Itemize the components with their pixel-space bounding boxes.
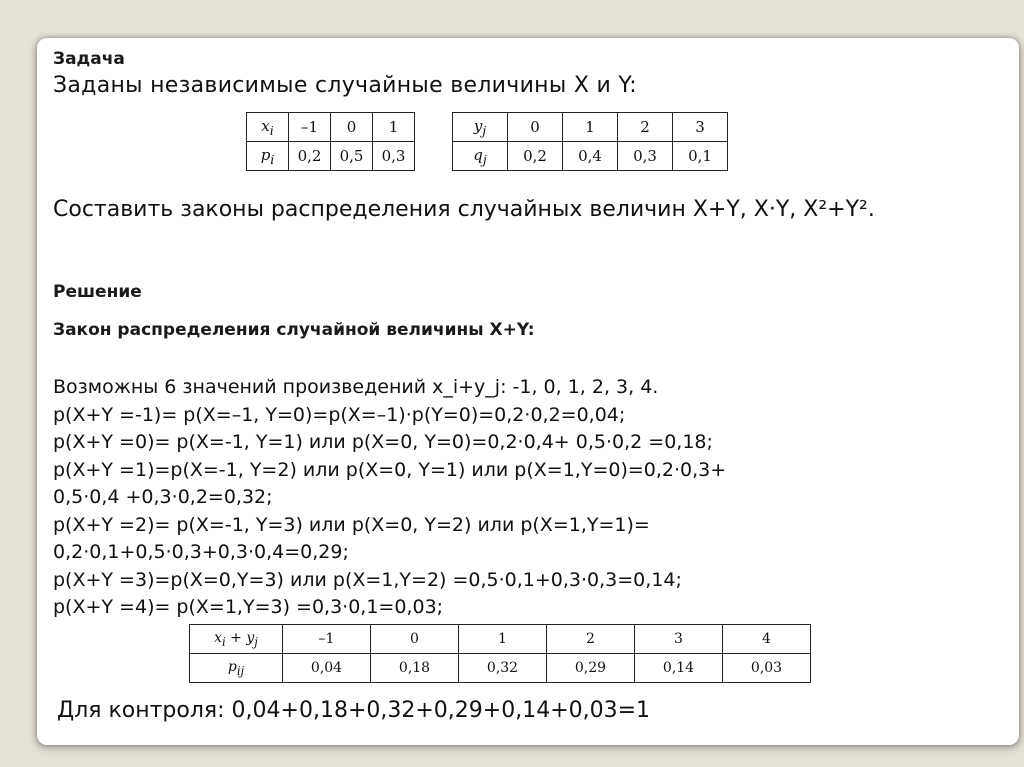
solution-line: Возможны 6 значений произведений x_i+y_j: -1, 0, 1, 2, 3, 4. — [53, 376, 659, 398]
solution-line: 0,2·0,1+0,5·0,3+0,3·0,4=0,29; — [53, 541, 349, 563]
x-distribution-table — [246, 112, 415, 171]
x-value-cell: 0 — [331, 113, 373, 142]
solution-line: p(X+Y =2)= p(X=-1, Y=3) или p(X=0, Y=2) или p(X=1,Y=1)= — [53, 513, 650, 536]
pij-value-cell: 0,18 — [371, 654, 459, 683]
q-header-cell: $q_j$ — [453, 142, 508, 171]
q-value-cell: 0,3 — [618, 142, 673, 171]
table-row — [190, 625, 811, 654]
y-header-cell: $y_j$ — [453, 113, 508, 142]
task-heading: Задача — [53, 49, 125, 69]
table-row — [247, 142, 415, 171]
y-distribution-table — [452, 112, 728, 171]
law-heading: Закон распределения случайной величины X+Y: — [53, 320, 535, 340]
solution-line: p(X+Y =-1)= p(X=–1, Y=0)=p(X=–1)·p(Y=0)=0,2·0,2=0,04; — [53, 403, 626, 426]
x-header-cell: $x_i$ — [247, 113, 289, 142]
pij-value-cell: 0,03 — [723, 654, 811, 683]
solution-heading: Решение — [53, 282, 142, 302]
sum-value-cell: –1 — [283, 625, 371, 654]
q-value-cell: 0,1 — [673, 142, 728, 171]
sum-value-cell: 1 — [459, 625, 547, 654]
sum-value-cell: 2 — [547, 625, 635, 654]
solution-lines — [53, 374, 726, 622]
pij-value-cell: 0,32 — [459, 654, 547, 683]
table-row — [453, 113, 728, 142]
solution-line: p(X+Y =3)=p(X=0,Y=3) или p(X=1,Y=2) =0,5·0,1+0,3·0,3=0,14; — [53, 568, 682, 591]
y-value-cell: 3 — [673, 113, 728, 142]
slide — [37, 38, 1019, 745]
sum-value-cell: 3 — [635, 625, 723, 654]
table-row — [453, 142, 728, 171]
y-value-cell: 0 — [508, 113, 563, 142]
table-row — [247, 113, 415, 142]
q-value-cell: 0,4 — [563, 142, 618, 171]
solution-line: p(X+Y =4)= p(X=1,Y=3) =0,3·0,1=0,03; — [53, 596, 444, 618]
sum-header-cell: $x_i + y_j$ — [190, 625, 283, 654]
p-value-cell: 0,3 — [373, 142, 415, 171]
p-header-cell: $p_i$ — [247, 142, 289, 171]
q-value-cell: 0,2 — [508, 142, 563, 171]
y-value-cell: 1 — [563, 113, 618, 142]
intro-text: Заданы независимые случайные величины X и Y: — [53, 73, 637, 98]
table-row — [190, 654, 811, 683]
solution-line: 0,5·0,4 +0,3·0,2=0,32; — [53, 486, 273, 508]
sum-value-cell: 4 — [723, 625, 811, 654]
sum-distribution-table — [189, 624, 811, 683]
sum-value-cell: 0 — [371, 625, 459, 654]
pij-value-cell: 0,14 — [635, 654, 723, 683]
pij-header-cell: $p_{ij}$ — [190, 654, 283, 683]
control-sum: Для контроля: 0,04+0,18+0,32+0,29+0,14+0,03=1 — [57, 698, 651, 723]
solution-line: p(X+Y =0)= p(X=-1, Y=1) или p(X=0, Y=0)=0,2·0,4+ 0,5·0,2 =0,18; — [53, 431, 713, 453]
compose-task: Составить законы распределения случайных величин X+Y, X·Y, X²+Y². — [53, 197, 875, 222]
solution-line: p(X+Y =1)=p(X=-1, Y=2) или p(X=0, Y=1) или p(X=1,Y=0)=0,2·0,3+ — [53, 458, 727, 481]
p-value-cell: 0,5 — [331, 142, 373, 171]
pij-value-cell: 0,04 — [283, 654, 371, 683]
y-value-cell: 2 — [618, 113, 673, 142]
x-value-cell: –1 — [289, 113, 331, 142]
pij-value-cell: 0,29 — [547, 654, 635, 683]
x-value-cell: 1 — [373, 113, 415, 142]
p-value-cell: 0,2 — [289, 142, 331, 171]
